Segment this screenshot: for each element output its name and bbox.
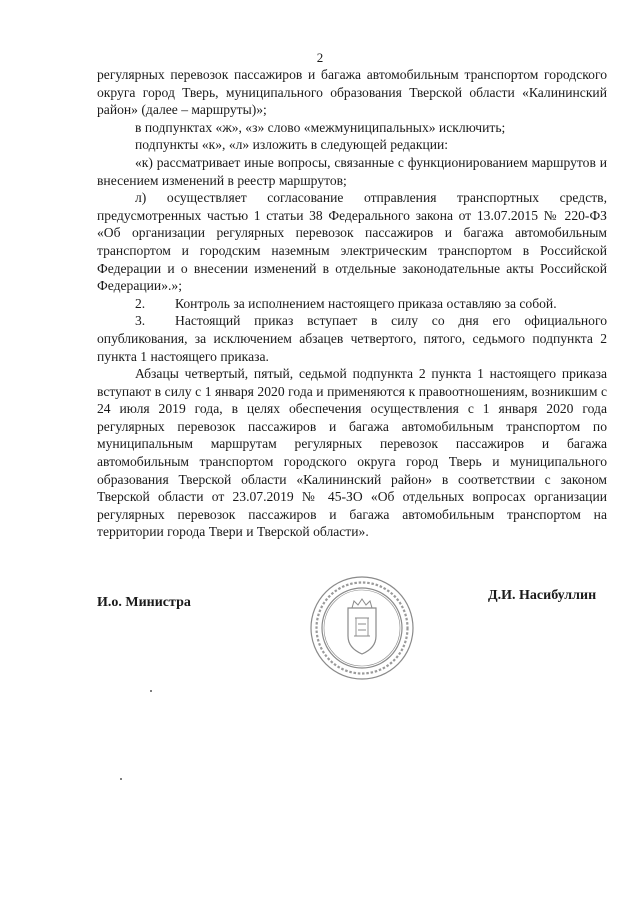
seal-emblem-shield <box>348 608 376 654</box>
item-number: 3. <box>135 313 146 329</box>
paragraph-subitem-k: «к) рассматривает иные вопросы, связанные с функционированием маршрутов и внесением изменений в реестр маршрутов; <box>97 154 607 188</box>
seal-inner-ring <box>322 588 402 668</box>
paragraph-item-2 <box>97 295 607 313</box>
item-text: Контроль за исполнением настоящего приказа оставляю за собой. <box>175 295 557 311</box>
paragraph-subitems-zh-z: в подпунктах «ж», «з» слово «межмуниципальных» исключить; <box>135 119 506 135</box>
paragraph-item-3 <box>97 312 607 365</box>
document-body <box>97 66 607 541</box>
official-seal <box>308 574 416 682</box>
signature-name: Д.И. Насибуллин <box>488 588 597 603</box>
paragraph-effective-date: Абзацы четвертый, пятый, седьмой подпункта 2 пункта 1 настоящего приказа вступают в силу с 1 января 2020 года и применяются к правоотношениям, возникшим с 24 июля 2019 года, в целях обеспечения осуществления с 1 января 2020 года регулярных перевозок пассажиров и багажа автомобильным транспортом по муниципальным маршрутам регулярных перевозок пассажиров и багажа автомобильным транспортом городского округа город Тверь и муниципального образования Тверской области «Калининский район» в соответствии с законом Тверской области от 23.07.2019 № 45-ЗО «Об отдельных вопросах организации регулярных перевозок пассажиров и багажа автомобильным транспортом на территории города Твери и Тверской области». <box>97 366 607 540</box>
scan-speck <box>150 690 152 692</box>
paragraph-subitems-k-l: подпункты «к», «л» изложить в следующей редакции: <box>135 137 449 153</box>
scan-speck <box>120 778 122 780</box>
paragraph-continuation: регулярных перевозок пассажиров и багажа автомобильным транспортом городского округа город Тверь, муниципального образования Тверской области «Калининский район» (далее – маршруты)»; <box>97 67 607 118</box>
signature-title: И.о. Министра <box>97 595 191 610</box>
paragraph-subitem-l: л) осуществляет согласование отправления транспортных средств, предусмотренных частью 1 статьи 38 Федерального закона от 13.07.2015 № 220-ФЗ «Об организации регулярных перевозок пассажиров и багажа автомобильным транспортом и городским наземным электрическим транспортом в Российской Федерации и о внесении изменений в отдельные законодательные акты Российской Федерации».»; <box>97 190 607 294</box>
item-number: 2. <box>135 295 146 311</box>
seal-outer-ring <box>311 577 413 679</box>
item-text: Настоящий приказ вступает в силу со дня его официального опубликования, за исключением абзацев четвертого, пятого, седьмого подпункта 2 пункта 1 настоящего приказа. <box>97 313 607 364</box>
page-number: 2 <box>316 50 324 65</box>
